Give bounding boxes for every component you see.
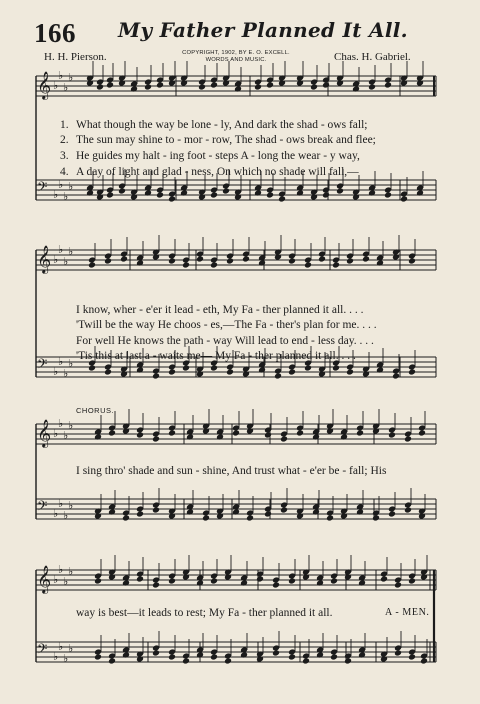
note-head — [318, 256, 326, 263]
flat-sign: ♭ — [58, 178, 64, 191]
verse-1-lyric: What though the way be lone - ly, And dark the shad - ows fall; — [76, 119, 368, 131]
note-head — [288, 654, 296, 661]
note-head — [326, 515, 334, 522]
flat-sign: ♭ — [53, 573, 59, 586]
hymn-title: My Father Planned It All. — [118, 18, 408, 42]
note-head — [202, 515, 210, 522]
flat-sign: ♭ — [63, 81, 69, 94]
note-head — [404, 436, 412, 443]
note-head — [272, 650, 280, 657]
hymn-number: 166 — [34, 18, 76, 48]
verse-4-lyric: 'Tis this at last a - waits me— My Fa - ther planned it all. . . . — [76, 350, 356, 362]
note-head — [226, 369, 234, 376]
note-head — [152, 507, 160, 514]
note-head — [156, 82, 164, 89]
note-head — [94, 578, 102, 585]
flat-sign: ♭ — [58, 69, 64, 82]
note-head — [394, 582, 402, 589]
verse-number: 3. — [60, 150, 69, 162]
flat-sign: ♭ — [68, 419, 74, 432]
note-head — [388, 511, 396, 518]
flat-sign: ♭ — [58, 243, 64, 256]
note-head — [136, 576, 144, 583]
note-head — [182, 262, 190, 269]
note-head — [296, 430, 304, 437]
note-head — [332, 262, 340, 269]
flat-sign: ♭ — [63, 652, 69, 665]
author-credit: H. H. Pierson. — [44, 51, 107, 63]
flat-sign: ♭ — [53, 79, 59, 92]
note-head — [288, 369, 296, 376]
treble-clef: 𝄞 — [37, 245, 52, 273]
note-head — [182, 658, 190, 665]
note-head — [400, 196, 408, 203]
note-head — [256, 576, 264, 583]
note-head — [168, 258, 176, 265]
note-head — [330, 654, 338, 661]
note-head — [272, 582, 280, 589]
note-head — [106, 82, 114, 89]
note-head — [408, 654, 416, 661]
chorus-lyric-line-1: I sing thro' shade and sun - shine, And trust what - e'er be - fall; His — [76, 465, 387, 477]
note-head — [156, 192, 164, 199]
note-head — [242, 256, 250, 263]
flat-sign: ♭ — [68, 71, 74, 84]
note-head — [152, 650, 160, 657]
note-head — [368, 84, 376, 91]
verse-number: 1. — [60, 119, 69, 131]
flat-sign: ♭ — [58, 563, 64, 576]
note-head — [266, 82, 274, 89]
flat-sign: ♭ — [68, 357, 74, 370]
verse-3-lyric: He guides my halt - ing foot - steps A - long the wear - y way, — [76, 150, 360, 162]
flat-sign: ♭ — [63, 429, 69, 442]
note-head — [94, 654, 102, 661]
flat-sign: ♭ — [63, 255, 69, 268]
note-head — [210, 365, 218, 372]
verse-number: 4. — [60, 166, 69, 178]
note-head — [104, 369, 112, 376]
flat-sign: ♭ — [68, 642, 74, 655]
note-head — [88, 365, 96, 372]
note-head — [168, 196, 176, 203]
note-head — [108, 430, 116, 437]
flat-sign: ♭ — [63, 509, 69, 522]
note-head — [280, 436, 288, 443]
flat-sign: ♭ — [53, 188, 59, 201]
flat-sign: ♭ — [63, 190, 69, 203]
note-head — [136, 511, 144, 518]
note-head — [278, 196, 286, 203]
note-head — [198, 84, 206, 91]
flat-sign: ♭ — [63, 575, 69, 588]
note-head — [344, 658, 352, 665]
flat-sign: ♭ — [68, 499, 74, 512]
verse-1-lyric: I know, wher - e'er it lead - eth, My Fa - ther planned it all. . . . — [76, 304, 364, 316]
note-head — [118, 188, 126, 195]
flat-sign: ♭ — [53, 365, 59, 378]
flat-sign: ♭ — [58, 417, 64, 430]
note-head — [254, 84, 262, 91]
note-head — [404, 507, 412, 514]
chorus-label: CHORUS. — [76, 406, 115, 415]
note-head — [226, 258, 234, 265]
note-head — [120, 256, 128, 263]
note-head — [288, 578, 296, 585]
flat-sign: ♭ — [53, 427, 59, 440]
note-head — [264, 511, 272, 518]
note-head — [106, 192, 114, 199]
note-head — [210, 192, 218, 199]
note-head — [210, 578, 218, 585]
flat-sign: ♭ — [53, 507, 59, 520]
composer-credit: Chas. H. Gabriel. — [334, 51, 411, 63]
bass-clef: 𝄢 — [37, 498, 48, 517]
note-head — [310, 84, 318, 91]
flat-sign: ♭ — [68, 180, 74, 193]
chorus-lyric-line-2: way is best—it leads to rest; My Fa - ther planned it all. — [76, 607, 333, 619]
note-head — [304, 365, 312, 372]
flat-sign: ♭ — [58, 640, 64, 653]
note-head — [302, 658, 310, 665]
verse-3-lyric: For well He knows the path - way Will lead to end - less day. . . . — [76, 335, 374, 347]
note-head — [408, 258, 416, 265]
note-head — [108, 658, 116, 665]
note-head — [152, 436, 160, 443]
copyright-subline: WORDS AND MUSIC. — [205, 56, 267, 63]
note-head — [168, 578, 176, 585]
note-head — [104, 258, 112, 265]
note-head — [332, 365, 340, 372]
note-head — [182, 365, 190, 372]
flat-sign: ♭ — [68, 565, 74, 578]
amen-lyric: A - MEN. — [385, 607, 430, 618]
verse-2-lyric: The sun may shine to - mor - row, The shad - ows break and flee; — [76, 134, 376, 146]
note-head — [408, 369, 416, 376]
bass-clef: 𝄢 — [37, 356, 48, 375]
note-head — [394, 650, 402, 657]
note-head — [210, 654, 218, 661]
treble-clef: 𝄞 — [37, 71, 52, 99]
note-head — [152, 582, 160, 589]
note-head — [122, 515, 130, 522]
note-head — [280, 507, 288, 514]
note-head — [322, 82, 330, 89]
note-head — [168, 369, 176, 376]
note-head — [330, 578, 338, 585]
note-head — [168, 430, 176, 437]
note-head — [356, 430, 364, 437]
verse-number: 2. — [60, 134, 69, 146]
flat-sign: ♭ — [68, 245, 74, 258]
note-head — [304, 262, 312, 269]
note-head — [346, 369, 354, 376]
note-head — [408, 578, 416, 585]
note-head — [222, 188, 230, 195]
note-head — [210, 82, 218, 89]
flat-sign: ♭ — [53, 650, 59, 663]
note-head — [288, 258, 296, 265]
note-head — [392, 373, 400, 380]
note-head — [380, 576, 388, 583]
copyright-notice — [171, 50, 301, 63]
flat-sign: ♭ — [63, 367, 69, 380]
note-head — [346, 258, 354, 265]
note-head — [418, 430, 426, 437]
bass-clef: 𝄢 — [37, 641, 48, 660]
note-head — [144, 84, 152, 91]
note-head — [372, 515, 380, 522]
verse-2-lyric: 'Twill be the way He choos - es,—The Fa - ther's plan for me. . . . — [76, 319, 377, 331]
flat-sign: ♭ — [58, 355, 64, 368]
note-head — [232, 430, 240, 437]
note-head — [246, 515, 254, 522]
note-head — [336, 188, 344, 195]
note-head — [388, 432, 396, 439]
note-head — [136, 432, 144, 439]
note-head — [420, 658, 428, 665]
note-head — [168, 654, 176, 661]
note-head — [152, 373, 160, 380]
note-head — [196, 256, 204, 263]
treble-clef: 𝄞 — [37, 565, 52, 593]
note-head — [266, 192, 274, 199]
note-head — [210, 262, 218, 269]
note-head — [224, 658, 232, 665]
flat-sign: ♭ — [58, 497, 64, 510]
verse-4-lyric: A day of light and glad - ness, On which no shade will fall,— — [76, 166, 359, 178]
flat-sign: ♭ — [53, 253, 59, 266]
bass-clef: 𝄢 — [37, 179, 48, 198]
copyright-line: COPYRIGHT, 1902, BY E. O. EXCELL. — [182, 50, 290, 56]
note-head — [274, 373, 282, 380]
note-head — [384, 82, 392, 89]
note-head — [264, 432, 272, 439]
note-head — [88, 262, 96, 269]
note-head — [322, 192, 330, 199]
note-head — [362, 256, 370, 263]
note-head — [384, 192, 392, 199]
note-head — [96, 84, 104, 91]
treble-clef: 𝄞 — [37, 419, 52, 447]
